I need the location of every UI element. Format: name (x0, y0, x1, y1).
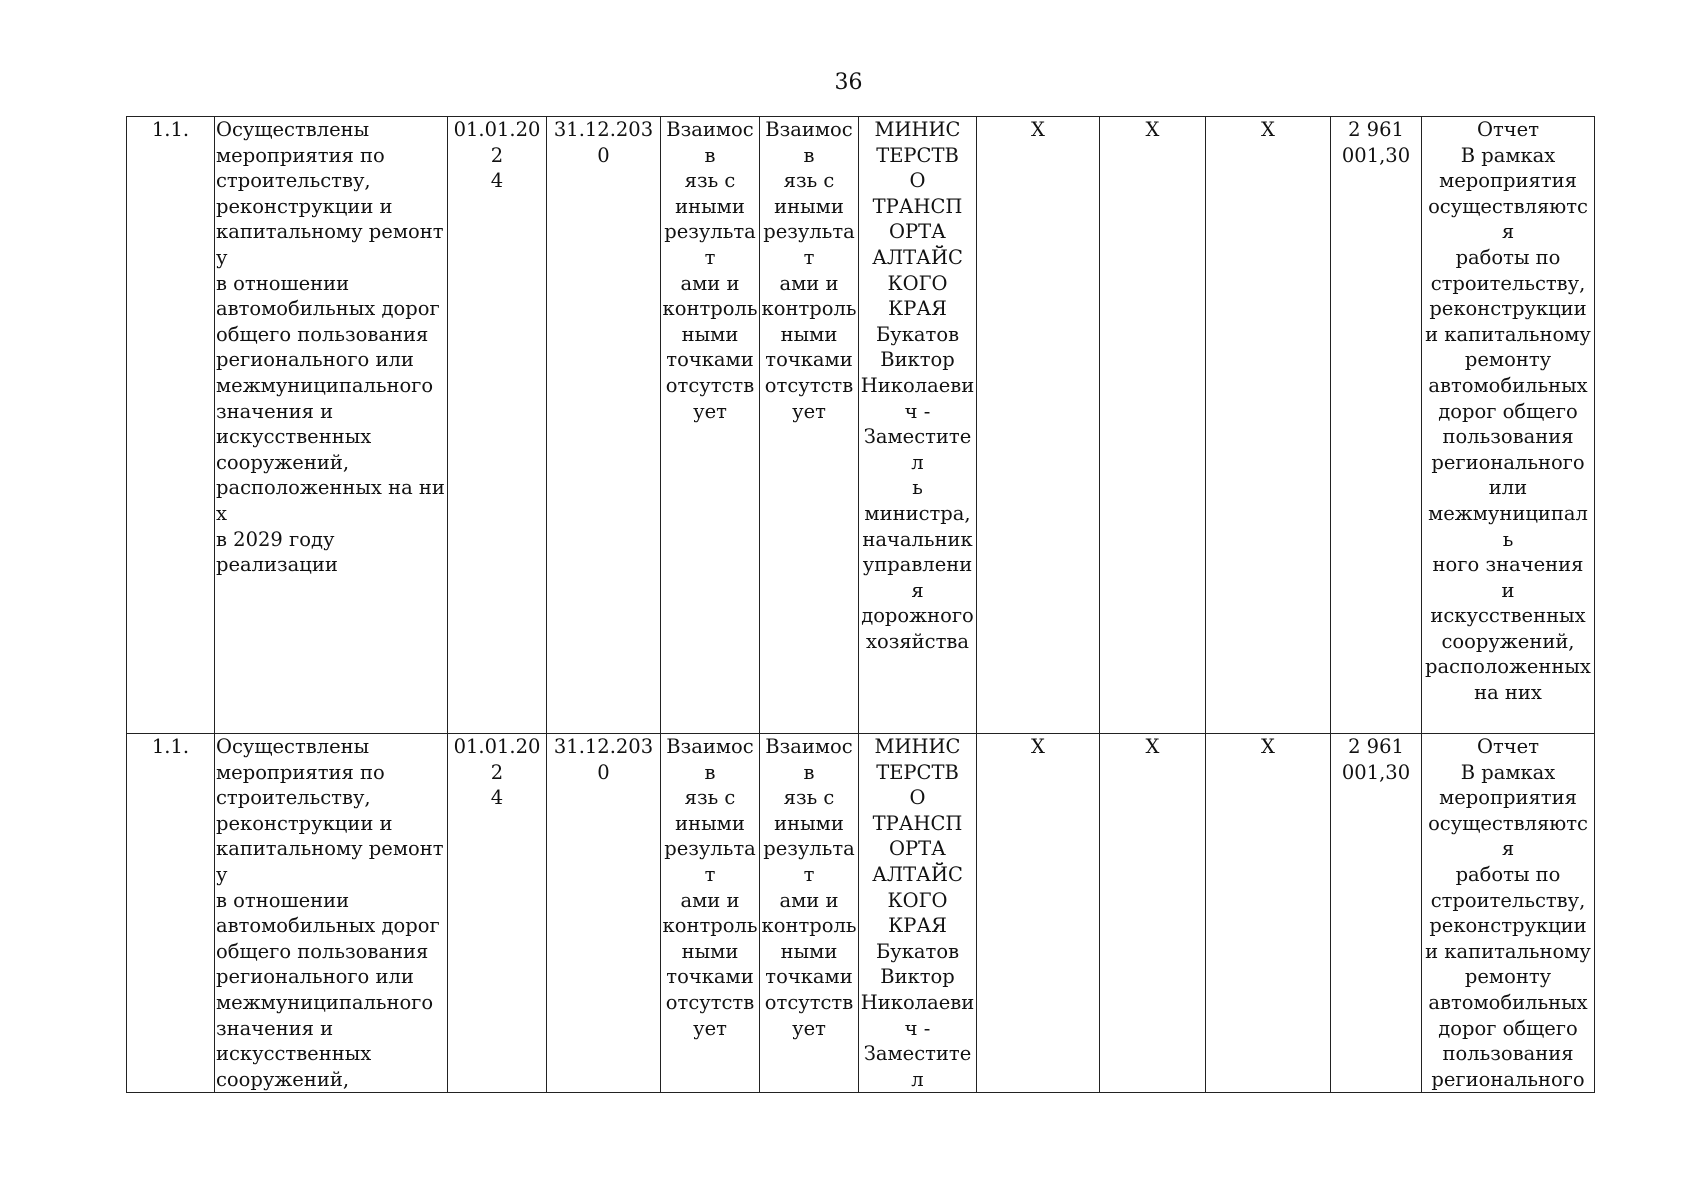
x-mark-cell: X (1100, 734, 1206, 1093)
responsible-cell: МИНИС ТЕРСТВ О ТРАНСП ОРТА АЛТАЙС КОГО КРАЯ Букатов Виктор Николаеви ч - Заместител ь министра, начальник управлени я дорожного хозяйства (859, 117, 977, 734)
amount-cell: 2 961 001,30 (1331, 734, 1422, 1093)
amount-cell: 2 961 001,30 (1331, 117, 1422, 734)
responsible-cell: МИНИС ТЕРСТВ О ТРАНСП ОРТА АЛТАЙС КОГО КРАЯ Букатов Виктор Николаеви ч - Заместител (859, 734, 977, 1093)
start-date-cell: 01.01.202 4 (448, 117, 547, 734)
report-table (126, 116, 1595, 1093)
table-row (127, 117, 1595, 734)
table-row (127, 734, 1595, 1093)
result-name-cell: Осуществлены мероприятия по строительству, реконструкции и капитальному ремонту в отношении автомобильных дорог общего пользования регионального или межмуниципального значения и искусственных сооружений, расположенных на них в 2029 году реализации (215, 117, 448, 734)
result-name-cell: Осуществлены мероприятия по строительству, реконструкции и капитальному ремонту в отношении автомобильных дорог общего пользования регионального или межмуниципального значения и искусственных сооружений, (215, 734, 448, 1093)
end-date-cell: 31.12.2030 (547, 117, 661, 734)
row-number-cell: 1.1. (127, 117, 215, 734)
report-cell: Отчет В рамках мероприятия осуществляются работы по строительству, реконструкции и капитальному ремонту автомобильных дорог общего пользования регионального (1422, 734, 1595, 1093)
row-number-cell: 1.1. (127, 734, 215, 1093)
page-number: 36 (834, 70, 863, 95)
report-cell: Отчет В рамках мероприятия осуществляются работы по строительству, реконструкции и капитальному ремонту автомобильных дорог общего пользования регионального или межмуниципаль ного значения и искусственных сооружений, расположенных на них (1422, 117, 1595, 734)
start-date-cell: 01.01.202 4 (448, 734, 547, 1093)
relation-cell: Взаимосв язь с иными результат ами и контроль ными точками отсутств ует (661, 734, 760, 1093)
relation-cell: Взаимосв язь с иными результат ами и контроль ными точками отсутств ует (760, 117, 859, 734)
x-mark-cell: X (1100, 117, 1206, 734)
x-mark-cell: X (1206, 734, 1331, 1093)
x-mark-cell: X (1206, 117, 1331, 734)
relation-cell: Взаимосв язь с иными результат ами и контроль ными точками отсутств ует (760, 734, 859, 1093)
relation-cell: Взаимосв язь с иными результат ами и контроль ными точками отсутств ует (661, 117, 760, 734)
x-mark-cell: X (977, 117, 1100, 734)
end-date-cell: 31.12.2030 (547, 734, 661, 1093)
x-mark-cell: X (977, 734, 1100, 1093)
